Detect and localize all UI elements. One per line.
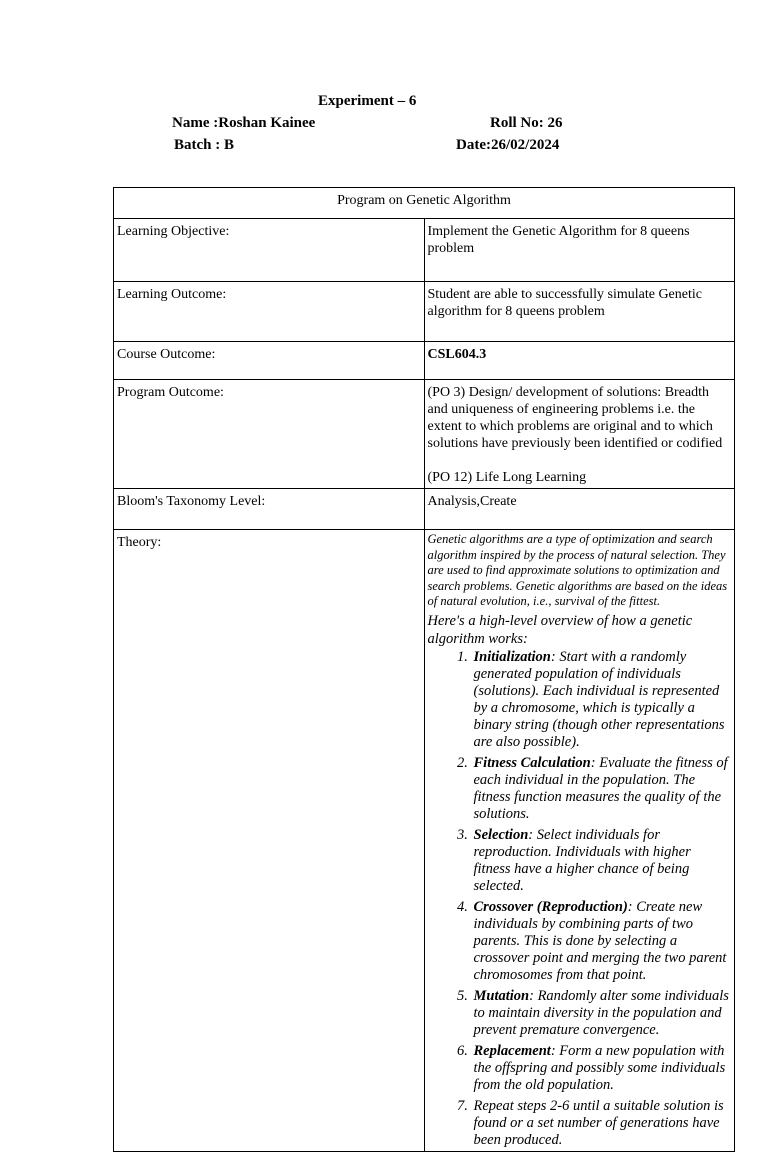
roll-number: Roll No: 26: [490, 115, 563, 131]
step-text: : Form a new population with the offspring and possibly some individuals from the old population.: [473, 1042, 726, 1093]
step-text: : Randomly alter some individuals to maintain diversity in the population and prevent premature convergence.: [473, 987, 729, 1038]
experiment-table: [113, 187, 735, 1152]
list-item: [472, 1043, 732, 1094]
step-term: Selection: [473, 826, 529, 843]
row-blooms-level: [114, 489, 735, 530]
blooms-level-value: Analysis,Create: [424, 489, 735, 530]
row-learning-outcome: [114, 282, 735, 342]
theory-cell: [424, 530, 735, 1152]
list-item: [472, 649, 732, 751]
step-term: Replacement: [473, 1042, 551, 1059]
experiment-title: Experiment – 6: [318, 93, 417, 109]
learning-objective-value: Implement the Genetic Algorithm for 8 queens problem: [424, 219, 735, 282]
theory-intro: Genetic algorithms are a type of optimization and search algorithm inspired by the process of natural selection. They are used to find approximate solutions to optimization and search problems. Genetic algorithms are based on the ideas of natural evolution, i.e., survival of the fittest.: [427, 532, 728, 608]
step-text: : Select individuals for reproduction. Individuals with higher fitness have a higher chance of being selected.: [473, 826, 691, 894]
list-item: [472, 1098, 732, 1149]
ga-steps-list: [428, 649, 732, 1149]
step-term: Crossover (Reproduction): [473, 898, 628, 915]
course-outcome-label: Course Outcome:: [114, 342, 425, 380]
batch: Batch : B: [174, 137, 234, 153]
list-item: [472, 988, 732, 1039]
step-text: Repeat steps 2-6 until a suitable solution is found or a set number of generations have been produced.: [473, 1097, 724, 1148]
step-text: : Start with a randomly generated population of individuals (solutions). Each individual is represented by a chromosome, which is typically a binary string (though other representations are also possible).: [473, 648, 725, 750]
learning-outcome-label: Learning Outcome:: [114, 282, 425, 342]
theory-label: Theory:: [114, 530, 425, 1152]
step-term: Fitness Calculation: [473, 754, 591, 771]
learning-outcome-value: Student are able to successfully simulate Genetic algorithm for 8 queens problem: [424, 282, 735, 342]
row-theory: [114, 530, 735, 1152]
program-outcome-label: Program Outcome:: [114, 380, 425, 489]
step-term: Initialization: [473, 648, 551, 665]
row-course-outcome: [114, 342, 735, 380]
list-item: [472, 899, 732, 984]
list-item: [472, 755, 732, 823]
blooms-level-label: Bloom's Taxonomy Level:: [114, 489, 425, 530]
step-text: : Create new individuals by combining parts of two parents. This is done by selecting a crossover point and merging the two parent chromosomes from that point.: [473, 898, 727, 983]
student-name: Name :Roshan Kainee: [172, 115, 316, 131]
step-text: : Evaluate the fitness of each individual in the population. The fitness function measures the quality of the solutions.: [473, 754, 728, 822]
program-outcome-po3: (PO 3) Design/ development of solutions: Breadth and uniqueness of engineering problems i.e. the extent to which problems are original and to which solutions have previously been identified or codified: [427, 385, 723, 451]
program-outcome-po12: (PO 12) Life Long Learning: [427, 470, 587, 485]
program-outcome-cell: [424, 380, 735, 489]
theory-lead: Here's a high-level overview of how a genetic algorithm works:: [427, 612, 693, 647]
table-title: Program on Genetic Algorithm: [114, 188, 735, 219]
course-outcome-value: CSL604.3: [424, 342, 735, 380]
list-item: [472, 827, 732, 895]
row-learning-objective: [114, 219, 735, 282]
row-program-outcome: [114, 380, 735, 489]
step-term: Mutation: [473, 987, 530, 1004]
learning-objective-label: Learning Objective:: [114, 219, 425, 282]
date: Date:26/02/2024: [456, 137, 560, 153]
